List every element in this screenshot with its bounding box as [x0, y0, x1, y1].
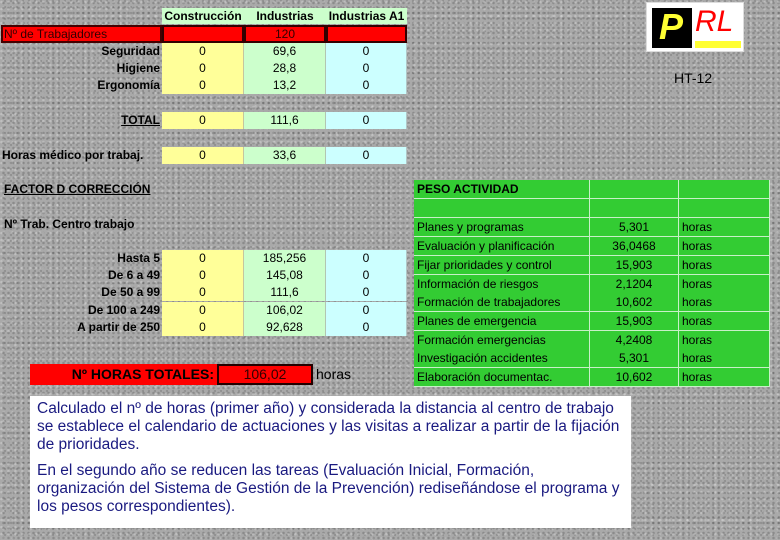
risk-seguridad-construccion: 0 [162, 43, 244, 60]
peso-activity-unit: horas [679, 368, 770, 387]
range-label-100-249: De 100 a 249 [87, 303, 160, 317]
range-label-250: A partir de 250 [77, 320, 160, 334]
peso-activity-name: Formación de trabajadores [414, 293, 590, 312]
peso-activity-unit: horas [679, 256, 770, 275]
peso-activity-name: Planes de emergencia [414, 312, 590, 331]
peso-row [414, 331, 770, 350]
prl-logo-p: P [659, 6, 684, 47]
peso-activity-name: Formación emergencias [414, 331, 590, 350]
peso-header-row [414, 180, 770, 199]
peso-row [414, 349, 770, 368]
column-header-industrias: Industrias [256, 9, 314, 23]
peso-row [414, 237, 770, 256]
peso-row [414, 275, 770, 294]
range-250-industrias: 92,628 [244, 319, 326, 336]
trabajadores-input[interactable] [162, 25, 244, 43]
horas-totales-label-cell [30, 364, 217, 385]
risk-ergonomia-industrias: 13,2 [244, 77, 326, 94]
total-label: TOTAL [121, 113, 160, 127]
peso-activity-name: Planes y programas [414, 218, 590, 237]
risk-label-ergonomia: Ergonomía [97, 78, 160, 92]
peso-activity-value: 15,903 [590, 256, 679, 275]
peso-activity-unit: horas [679, 275, 770, 294]
range-250-construccion: 0 [162, 319, 244, 336]
note-paragraph-1: Calculado el nº de horas (primer año) y considerada la distancia al centro de trabajo se establece el calendario de actuaciones y las visitas a realizar a partir de la fijación de prioridades. [37, 400, 620, 453]
horas-medico-label: Horas médico por trabaj. [2, 148, 144, 162]
trabajadores-value-cell[interactable] [244, 25, 326, 43]
peso-activity-name: Elaboración documentac. [414, 368, 590, 387]
risk-ergonomia-construccion: 0 [162, 77, 244, 94]
range-6-49-industrias: 145,08 [244, 267, 326, 284]
risk-ergonomia-industrias-a1: 0 [326, 77, 407, 94]
range-250-industrias-a1: 0 [326, 319, 407, 336]
horas-totales-unit: horas [316, 366, 352, 382]
peso-activity-unit: horas [679, 331, 770, 350]
sheet-code: HT-12 [674, 70, 713, 86]
column-header-construccion: Construcción [164, 9, 242, 23]
range-hasta-5-industrias: 185,256 [244, 250, 326, 267]
peso-activity-value: 10,602 [590, 368, 679, 387]
peso-activity-unit: horas [679, 293, 770, 312]
peso-row [414, 293, 770, 312]
risk-seguridad-industrias-a1: 0 [326, 43, 407, 60]
peso-row [414, 312, 770, 331]
total-construccion: 0 [162, 112, 244, 129]
peso-activity-name: Fijar prioridades y control [414, 256, 590, 275]
range-50-99-industrias: 111,6 [244, 284, 326, 301]
range-100-249-construccion: 0 [162, 302, 244, 319]
horas-totales-label: Nº HORAS TOTALES: [71, 366, 214, 382]
range-label-hasta-5: Hasta 5 [117, 251, 160, 265]
risk-higiene-construccion: 0 [162, 60, 244, 77]
range-100-249-industrias-a1: 0 [326, 302, 407, 319]
horas-totales-value-cell[interactable] [217, 364, 313, 385]
range-6-49-construccion: 0 [162, 267, 244, 284]
explanatory-note [30, 396, 631, 528]
risk-higiene-industrias-a1: 0 [326, 60, 407, 77]
peso-activity-name: Evaluación y planificación [414, 237, 590, 256]
trabajadores-value: 120 [274, 27, 296, 41]
total-industrias-a1: 0 [326, 112, 407, 129]
range-hasta-5-industrias-a1: 0 [326, 250, 407, 267]
range-100-249-industrias: 106,02 [244, 302, 326, 319]
peso-activity-unit: horas [679, 312, 770, 331]
horas-totales-value: 106,02 [243, 366, 287, 382]
column-header-industrias-a1: Industrias A1 [328, 9, 405, 23]
total-industrias: 111,6 [244, 112, 326, 129]
range-label-6-49: De 6 a 49 [107, 268, 160, 282]
peso-activity-name: Investigación accidentes [414, 349, 590, 368]
prl-logo-underline [695, 41, 741, 48]
risk-higiene-industrias: 28,8 [244, 60, 326, 77]
peso-row [414, 368, 770, 387]
range-hasta-5-construccion: 0 [162, 250, 244, 267]
horas-medico-industrias-a1: 0 [326, 147, 407, 164]
peso-activity-name: Información de riesgos [414, 275, 590, 294]
risk-label-seguridad: Seguridad [101, 44, 160, 58]
prl-logo [646, 2, 744, 52]
peso-row [414, 256, 770, 275]
prl-logo-rl: RL [695, 5, 734, 38]
peso-activity-value: 5,301 [590, 349, 679, 368]
range-6-49-industrias-a1: 0 [326, 267, 407, 284]
peso-activity-unit: horas [679, 218, 770, 237]
peso-row [414, 218, 770, 237]
horas-medico-industrias: 33,6 [244, 147, 326, 164]
range-50-99-construccion: 0 [162, 284, 244, 301]
peso-activity-value: 10,602 [590, 293, 679, 312]
risk-label-higiene: Higiene [116, 61, 160, 75]
risk-seguridad-industrias: 69,6 [244, 43, 326, 60]
peso-activity-unit: horas [679, 349, 770, 368]
horas-medico-construccion: 0 [162, 147, 244, 164]
peso-activity-value: 2,1204 [590, 275, 679, 294]
peso-activity-value: 15,903 [590, 312, 679, 331]
trabajadores-input-a1[interactable] [326, 25, 407, 43]
note-paragraph-2: En el segundo año se reducen las tareas (Evaluación Inicial, Formación, organización del Sistema de Gestión de la Prevención) rediseñándose el programa y los pesos correspondientes). [37, 462, 620, 515]
peso-activity-unit: horas [679, 237, 770, 256]
trabajadores-label: Nº de Trabajadores [4, 27, 108, 41]
range-label-50-99: De 50 a 99 [101, 285, 160, 299]
range-50-99-industrias-a1: 0 [326, 284, 407, 301]
centro-trabajo-label: Nº Trab. Centro trabajo [4, 217, 135, 231]
peso-title: PESO ACTIVIDAD [414, 180, 590, 199]
peso-activity-value: 36,0468 [590, 237, 679, 256]
peso-activity-value: 4,2408 [590, 331, 679, 350]
peso-spacer-row [414, 199, 770, 218]
factor-correccion-label: FACTOR D CORRECCIÓN [4, 182, 151, 196]
peso-activity-value: 5,301 [590, 218, 679, 237]
